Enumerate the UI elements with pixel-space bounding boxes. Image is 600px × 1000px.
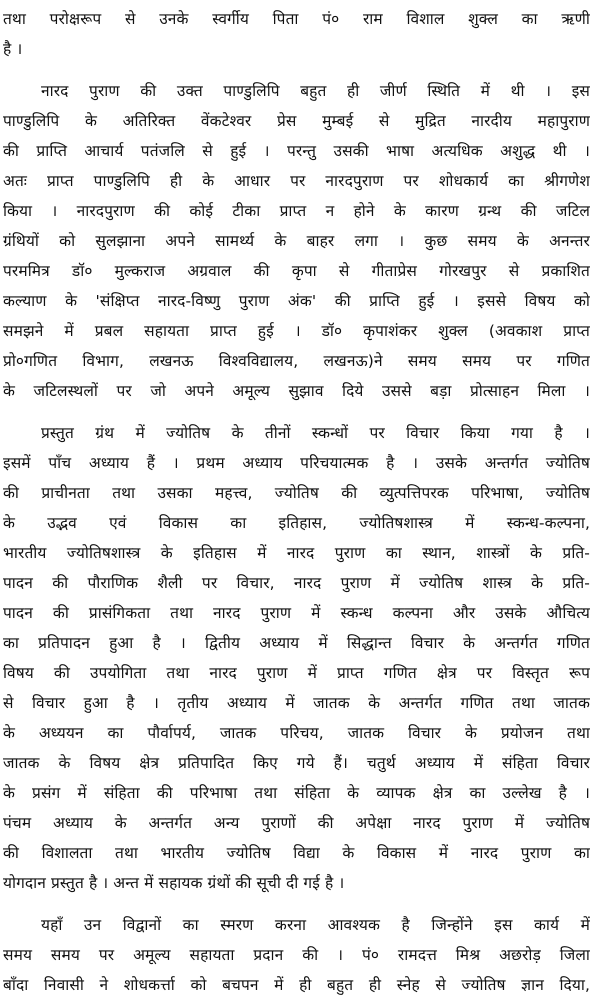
text-line: तथा परोक्षरूप से उनके स्वर्गीय पिता पं० राम विशाल शुक्ल का ऋणी [3, 10, 590, 28]
text-line: से विचार हुआ है । तृतीय अध्याय में जातक के अन्तर्गत गणित तथा जातक [3, 694, 590, 712]
text-line: भारतीय ज्योतिषशास्त्र के इतिहास में नारद पुराण का स्थान, शास्त्रों के प्रति- [3, 544, 590, 562]
text-line: समझने में प्रबल सहायता प्राप्त हुई । डॉ० कृपाशंकर शुक्ल (अवकाश प्राप्त [3, 322, 590, 340]
text-line: नारद पुराण की उक्त पाण्डुलिपि बहुत ही जीर्ण स्थिति में थी । इस [41, 82, 590, 100]
text-line: प्रो०गणित विभाग, लखनऊ विश्वविद्यालय, लखनऊ)ने समय समय पर गणित [3, 352, 590, 370]
paragraph-contents-overview [3, 418, 590, 898]
text-line: समय समय पर अमूल्य सहायता प्रदान की । पं० रामदत्त मिश्र अछरोड़ जिला [3, 946, 590, 964]
text-line: अतः प्राप्त पाण्डुलिपि ही के आधार पर नारदपुराण पर शोधकार्य का श्रीगणेश [3, 172, 590, 190]
text-line: विषय की उपयोगिता तथा नारद पुराण में प्राप्त गणित क्षेत्र पर विस्तृत रूप [3, 664, 590, 682]
text-line: के अध्ययन का पौर्वापर्य, जातक परिचय, जातक विचार के प्रयोजन तथा [3, 724, 590, 742]
text-line: पंचम अध्याय के अन्तर्गत अन्य पुराणों की अपेक्षा नारद पुराण में ज्योतिष [3, 814, 590, 832]
text-line: के उद्भव एवं विकास का इतिहास, ज्योतिषशास्त्र में स्कन्ध-कल्पना, [3, 514, 590, 532]
text-line: पादन की प्रासंगिकता तथा नारद पुराण में स्कन्ध कल्पना और उसके औचित्य [3, 604, 590, 622]
text-line: के जटिलस्थलों पर जो अपने अमूल्य सुझाव दिये उससे बड़ा प्रोत्साहन मिला । [3, 382, 590, 400]
text-line: कल्याण के 'संक्षिप्त नारद-विष्णु पुराण अंक' की प्राप्ति हुई । इससे विषय को [3, 292, 590, 310]
text-line: यहाँ उन विद्वानों का स्मरण करना आवश्यक है जिन्होंने इस कार्य में [41, 916, 590, 934]
text-line: किया । नारदपुराण की कोई टीका प्राप्त न होने के कारण ग्रन्थ की जटिल [3, 202, 590, 220]
text-line: है । [3, 40, 23, 58]
text-line: इसमें पाँच अध्याय हैं । प्रथम अध्याय परिचयात्मक है । उसके अन्तर्गत ज्योतिष [3, 454, 590, 472]
text-line: योगदान प्रस्तुत है । अन्त में सहायक ग्रंथों की सूची दी गई है । [3, 874, 345, 892]
text-line: ग्रंथियों को सुलझाना अपने सामर्थ्य के बाहर लगा । कुछ समय के अनन्तर [3, 232, 590, 250]
paragraph-continuation [3, 4, 590, 64]
paragraph-acknowledgement [3, 910, 590, 1000]
text-line: पादन की पौराणिक शैली पर विचार, नारद पुराण में ज्योतिष शास्त्र के प्रति- [3, 574, 590, 592]
text-line: पाण्डुलिपि के अतिरिक्त वेंकटेश्वर प्रेस मुम्बई से मुद्रित नारदीय महापुराण [3, 112, 590, 130]
text-line: जातक के विषय क्षेत्र प्रतिपादित किए गये हैं। चतुर्थ अध्याय में संहिता विचार [3, 754, 590, 772]
text-line: के प्रसंग में संहिता की परिभाषा तथा संहिता के व्यापक क्षेत्र का उल्लेख है । [3, 784, 590, 802]
text-line: की प्राप्ति आचार्य पतंजलि से हुई । परन्तु उसकी भाषा अत्यधिक अशुद्ध थी । [3, 142, 590, 160]
text-line: बाँदा निवासी ने शोधकर्त्ता को बचपन में ही बहुत ही स्नेह से ज्योतिष ज्ञान दिया, [3, 976, 590, 994]
text-line: परममित्र डॉ० मुल्कराज अग्रवाल की कृपा से गीताप्रेस गोरखपुर से प्रकाशित [3, 262, 590, 280]
text-line: की विशालता तथा भारतीय ज्योतिष विद्या के विकास में नारद पुराण का [3, 844, 590, 862]
paragraph-manuscript [3, 76, 590, 406]
text-line: की प्राचीनता तथा उसका महत्त्व, ज्योतिष की व्युत्पत्तिपरक परिभाषा, ज्योतिष [3, 484, 590, 502]
text-line: का प्रतिपादन हुआ है । द्वितीय अध्याय में सिद्धान्त विचार के अन्तर्गत गणित [3, 634, 590, 652]
text-line: प्रस्तुत ग्रंथ में ज्योतिष के तीनों स्कन्धों पर विचार किया गया है । [41, 424, 590, 442]
